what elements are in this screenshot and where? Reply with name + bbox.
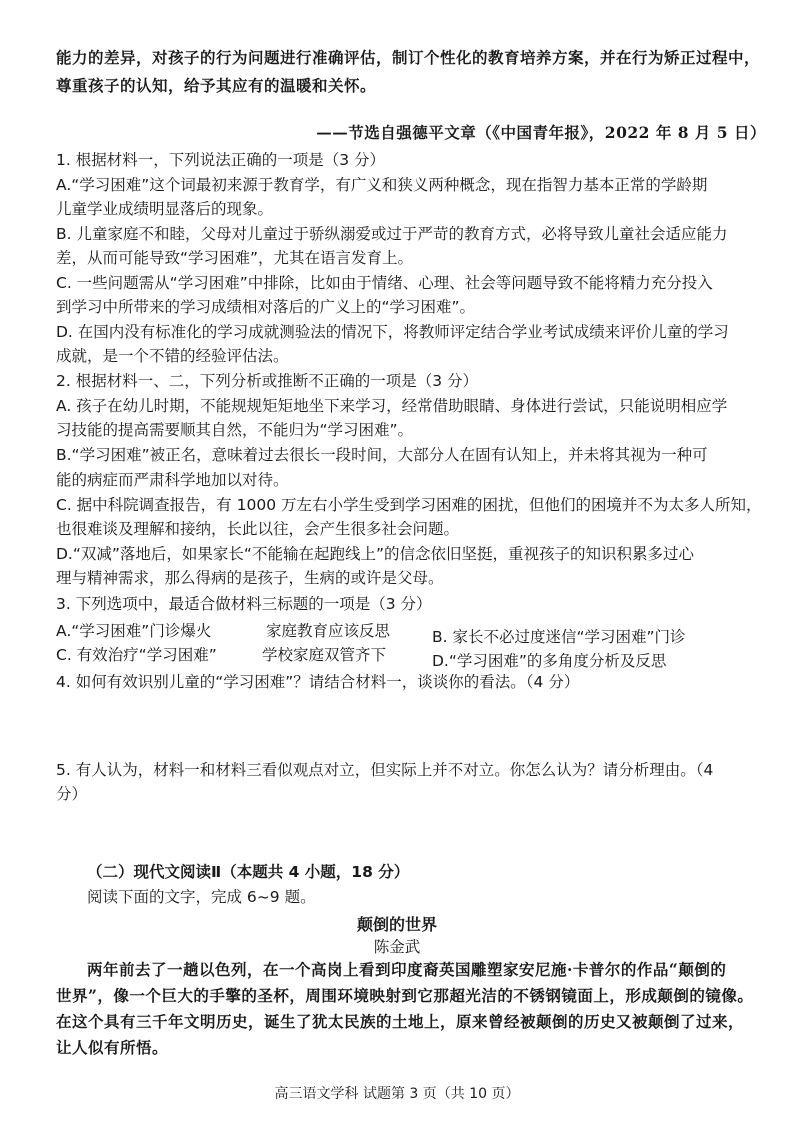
q2-option-d-line2: 理与精神需求，那么得病的是孩子，生病的或许是父母。 [56, 569, 444, 587]
q2-option-b-line2: 能的病症而严肃科学地加以对待。 [56, 471, 289, 489]
q1-option-a-line1: A.“学习困难”这个词最初来源于教育学，有广义和狭义两种概念，现在指智力基本正常的学龄期 [56, 176, 708, 194]
q2-option-c-line2: 也很难谈及理解和接纳，长此以往，会产生很多社会问题。 [56, 520, 460, 538]
q5-stem-line2: 分） [56, 785, 88, 803]
q1-option-b-line1: B. 儿童家庭不和睦，父母对儿童过于骄纵溺爱或过于严苛的教育方式，必将导致儿童社会适应能力 [56, 225, 728, 243]
article-body-line-2: 世界”，像一个巨大的手擎的圣杯，周围环境映射到它那超光洁的不锈钢镜面上，形成颠倒的镜像。 [56, 986, 754, 1005]
q2-option-d-line1: D.“双减”落地后，如果家长“不能输在起跑线上”的信念依旧坚挺，重视孩子的知识积累多过心 [56, 545, 694, 563]
q1-option-a-line2: 儿童学业成绩明显落后的现象。 [56, 200, 274, 218]
intro-line-2: 尊重孩子的认知，给予其应有的温暖和关怀。 [56, 76, 377, 95]
q1-option-d-line1: D. 在国内没有标准化的学习成就测验法的情况下，将教师评定结合学业考试成绩来评价儿童的学习 [56, 323, 729, 341]
q1-option-b-line2: 差，从而可能导致“学习困难”，尤其在语言发育上。 [56, 249, 414, 267]
q3-stem: 3. 下列选项中，最适合做材料三标题的一项是（3 分） [56, 595, 432, 613]
article-body-line-3: 在这个具有三千年文明历史，诞生了犹太民族的土地上，原来曾经被颠倒的历史又被颠倒了过来， [56, 1012, 745, 1031]
section-heading: （二）现代文阅读Ⅱ（本题共 4 小题，18 分） [87, 863, 410, 881]
q4-stem: 4. 如何有效识别儿童的“学习困难”？请结合材料一，谈谈你的看法。（4 分） [56, 673, 580, 691]
source-citation: ——节选自强德平文章（《中国青年报》，2022 年 8 月 5 日） [316, 123, 766, 142]
q3-option-b: B. 家长不必过度迷信“学习困难”门诊 [432, 628, 686, 646]
q3-option-d: D.“学习困难”的多角度分析及反思 [432, 652, 667, 670]
article-body-line-4: 让人似有所悟。 [56, 1038, 169, 1057]
q1-stem: 1. 根据材料一，下列说法正确的一项是（3 分） [56, 151, 386, 169]
q3-option-c-part1: C. 有效治疗“学习困难” [56, 646, 217, 664]
q1-option-d-line2: 成就，是一个不错的经验评估法。 [56, 347, 289, 365]
q3-option-a-part1: A.“学习困难”门诊爆火 [56, 622, 212, 640]
q2-option-b-line1: B.“学习困难”被正名，意味着过去很长一段时间，大部分人在固有认知上，并未将其视为一种可 [56, 446, 708, 464]
q2-option-c-line1: C. 据中科院调查报告，有 1000 万左右小学生受到学习困难的困扰，但他们的困境并不为太多人所知， [56, 496, 762, 514]
q2-option-a-line2: 习技能的提高需要顺其自然，不能归为“学习困难”。 [56, 421, 414, 439]
section-instruction: 阅读下面的文字，完成 6~9 题。 [87, 888, 316, 906]
q5-stem-line1: 5. 有人认为，材料一和材料三看似观点对立，但实际上并不对立。你怎么认为？请分析理由。（4 [56, 761, 714, 779]
page-footer: 高三语文学科 试题第 3 页（共 10 页） [274, 1086, 520, 1102]
q2-stem: 2. 根据材料一、二，下列分析或推断不正确的一项是（3 分） [56, 372, 479, 390]
intro-line-1: 能力的差异，对孩子的行为问题进行准确评估，制订个性化的教育培养方案，并在行为矫正过程中， [56, 48, 761, 67]
q3-option-c-part2: 学校家庭双管齐下 [262, 646, 387, 664]
article-body-line-1: 两年前去了一趟以色列，在一个高岗上看到印度裔英国雕塑家安尼施·卡普尔的作品“颠倒的 [87, 960, 727, 979]
q1-option-c-line2: 到学习中所带来的学习成绩相对落后的广义上的“学习困难”。 [56, 298, 476, 316]
q1-option-c-line1: C. 一些问题需从“学习困难”中排除，比如由于情绪、心理、社会等问题导致不能将精力充分投入 [56, 274, 713, 292]
article-author: 陈金武 [373, 938, 421, 956]
q3-option-a-part2: 家庭教育应该反思 [266, 622, 391, 640]
q2-option-a-line1: A. 孩子在幼儿时期，不能规规矩矩地坐下来学习，经常借助眼睛、身体进行尝试，只能说明相应学 [56, 397, 728, 415]
article-title: 颠倒的世界 [356, 915, 437, 934]
